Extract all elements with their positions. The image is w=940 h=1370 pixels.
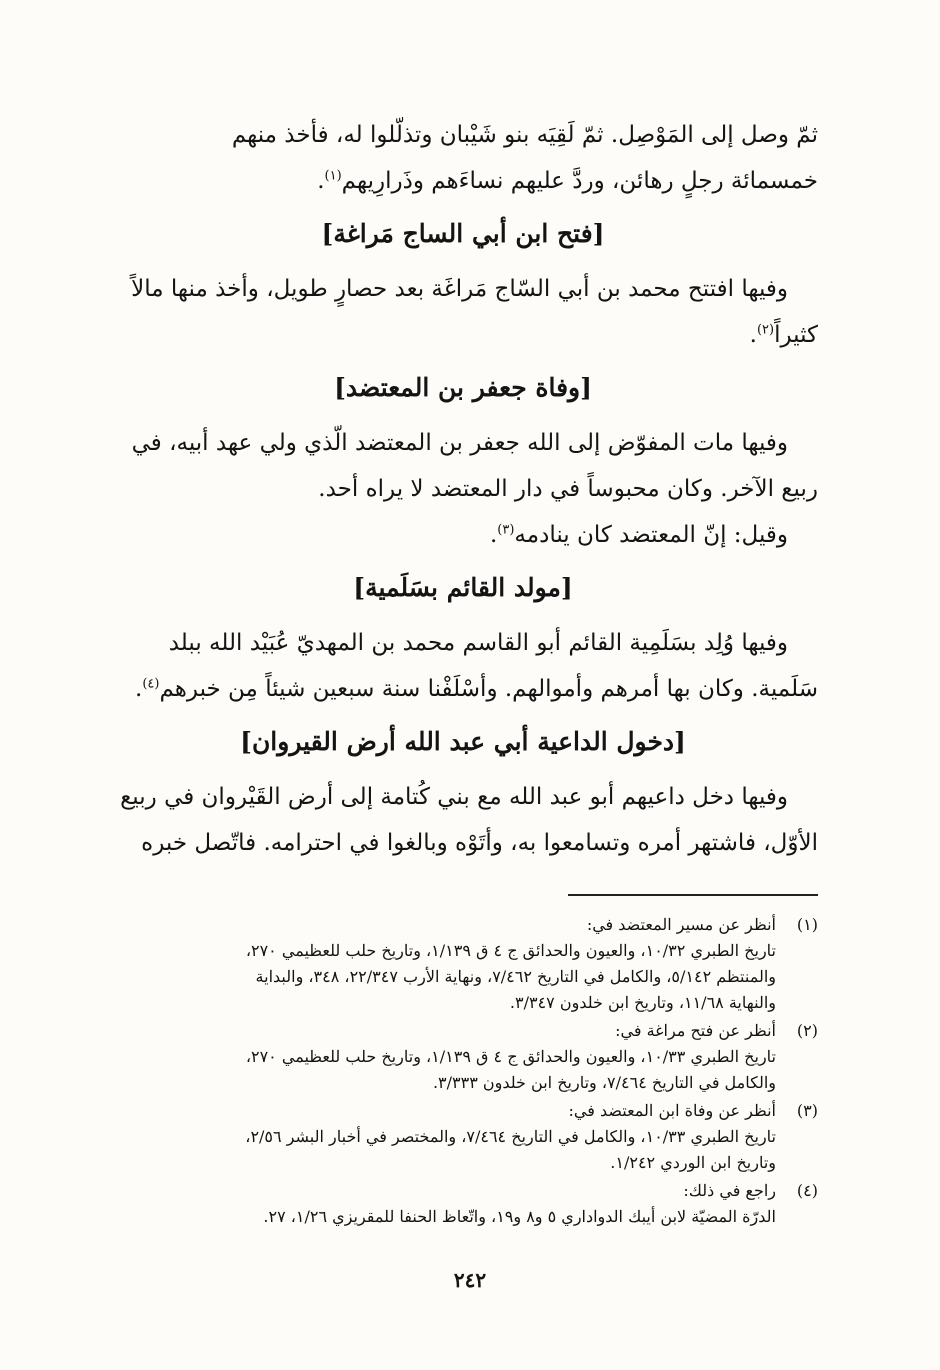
footnote-1 — [108, 912, 818, 1016]
paragraph-2-line-1: وفيها افتتح محمد بن أبي السّاج مَراغَة بعد حصارٍ طويل، وأخذ منها مالاً — [131, 276, 788, 302]
paragraph-4: وفيها وُلِد بسَلَمِية القائم أبو القاسم محمد بن المهديّ عُبَيْد الله ببلد سَلَمية. وكان بها أمرهم وأموالهم. وأسْلَفْنا سنة سبعين شيئاً مِن خبرهم$^{(٤)}$. — [135, 630, 818, 702]
footnote-divider — [568, 894, 818, 896]
footnote-number: (١) — [796, 915, 818, 934]
paragraph-1-line-1: ثمّ وصل إلى المَوْصِل. ثمّ لَقِيَه بنو شَيْبان وتذلّلوا له، فأخذ منهم — [231, 122, 818, 148]
footnote-line: وتاريخ ابن الوردي ١/٢٤٢. — [610, 1153, 776, 1172]
section-heading-qayrawan: [دخول الداعية أبي عبد الله أرض القيروان] — [240, 727, 686, 756]
section-heading-maragha: [فتح ابن أبي الساج مَراغة] — [321, 219, 605, 248]
paragraph-3: وفيها مات المفوّض إلى الله جعفر بن المعتضد الّذي ولي عهد أبيه، في ربيع الآخر. وكان محبوساً في دار المعتضد لا يراه أحد. وقيل: إنّ المعتضد كان ينادمه$^{(٣)}$. — [131, 430, 818, 548]
paragraph-4-line-2: سَلَمية. وكان بها أمرهم وأموالهم. وأسْلَفْنا سنة سبعين شيئاً مِن خبرهم — [159, 676, 818, 702]
page-content — [108, 112, 818, 1232]
footnote-line: تاريخ الطبري ١٠/٣٣، والكامل في التاريخ ٧/٤٦٤، والمختصر في أخبار البشر ٢/٥٦، — [245, 1127, 776, 1146]
page-number: ٢٤٢ — [453, 1268, 487, 1292]
footnote-line: تاريخ الطبري ١٠/٣٣، والعيون والحدائق ج ٤ ق ١/١٣٩، وتاريخ حلب للعظيمي ٢٧٠، — [245, 1047, 776, 1066]
footnote-line: والكامل في التاريخ ٧/٤٦٤، وتاريخ ابن خلدون ٣/٣٣٣. — [432, 1073, 776, 1092]
section-heading-jafar: [وفاة جعفر بن المعتضد] — [334, 373, 592, 402]
footnotes — [108, 912, 818, 1230]
footnote-line: تاريخ الطبري ١٠/٣٢، والعيون والحدائق ج ٤ ق ١/١٣٩، وتاريخ حلب للعظيمي ٢٧٠، — [245, 941, 776, 960]
footnote-line: أنظر عن وفاة ابن المعتضد في: — [568, 1101, 776, 1120]
footnote-line: والمنتظم ٥/١٤٢، والكامل في التاريخ ٧/٤٦٢، ونهاية الأرب ٢٢/٣٤٧، ٣٤٨، والبداية — [255, 967, 776, 986]
footnote-line: الدرّة المضيّة لابن أيبك الدواداري ٥ و٨ و١٩، واتّعاظ الحنفا للمقريزي ١/٢٦، ٢٧. — [263, 1207, 776, 1226]
footnote-line: راجع في ذلك: — [683, 1181, 776, 1200]
paragraph-5-line-1: وفيها دخل داعيهم أبو عبد الله مع بني كُتامة إلى أرض القَيْروان في ربيع — [120, 784, 788, 810]
section-heading-qaim: [مولد القائم بسَلَمية] — [353, 573, 573, 602]
footnote-2 — [108, 1018, 818, 1096]
paragraph-2-line-2: كثيراً — [774, 322, 818, 348]
paragraph-4-line-1: وفيها وُلِد بسَلَمِية القائم أبو القاسم محمد بن المهديّ عُبَيْد الله ببلد — [168, 630, 788, 656]
paragraph-2: وفيها افتتح محمد بن أبي السّاج مَراغَة بعد حصارٍ طويل، وأخذ منها مالاً كثيراً$^{(٢)}$. — [131, 276, 818, 348]
paragraph-5-line-2: الأوّل، فاشتهر أمره وتسامعوا به، وأتَوْه وبالغوا في احترامه. فاتّصل خبره — [141, 830, 818, 856]
paragraph-1-line-2: خمسمائة رجلٍ رهائن، وردَّ عليهم نساءَهم وذَرارِيهم — [341, 168, 818, 194]
footnote-ref-2: (٢) — [756, 322, 775, 338]
paragraph-5 — [108, 774, 818, 866]
paragraph-3-line-1: وفيها مات المفوّض إلى الله جعفر بن المعتضد الّذي ولي عهد أبيه، في — [131, 430, 788, 456]
footnote-number: (٣) — [796, 1101, 818, 1120]
footnote-number: (٢) — [796, 1021, 818, 1040]
footnote-number: (٤) — [796, 1181, 818, 1200]
footnote-line: أنظر عن فتح مراغة في: — [615, 1021, 776, 1040]
footnote-4 — [108, 1178, 818, 1230]
paragraph-3-line-2: ربيع الآخر. وكان محبوساً في دار المعتضد لا يراه أحد. — [318, 476, 818, 502]
footnote-line: والنهاية ١١/٦٨، وتاريخ ابن خلدون ٣/٣٤٧. — [509, 993, 776, 1012]
footnote-ref-1: (١) — [324, 168, 342, 184]
footnote-line: أنظر عن مسير المعتضد في: — [586, 915, 776, 934]
paragraph-1: ثمّ وصل إلى المَوْصِل. ثمّ لَقِيَه بنو شَيْبان وتذلّلوا له، فأخذ منهم خمسمائة رجلٍ رهائن، وردَّ عليهم نساءَهم وذَرارِيهم$^{(١)}$. — [231, 122, 818, 194]
footnote-ref-4: (٤) — [142, 676, 160, 692]
paragraph-3-line-3: وقيل: إنّ المعتضد كان ينادمه — [514, 522, 788, 548]
footnote-ref-3: (٣) — [497, 522, 515, 538]
footnote-3 — [108, 1098, 818, 1176]
